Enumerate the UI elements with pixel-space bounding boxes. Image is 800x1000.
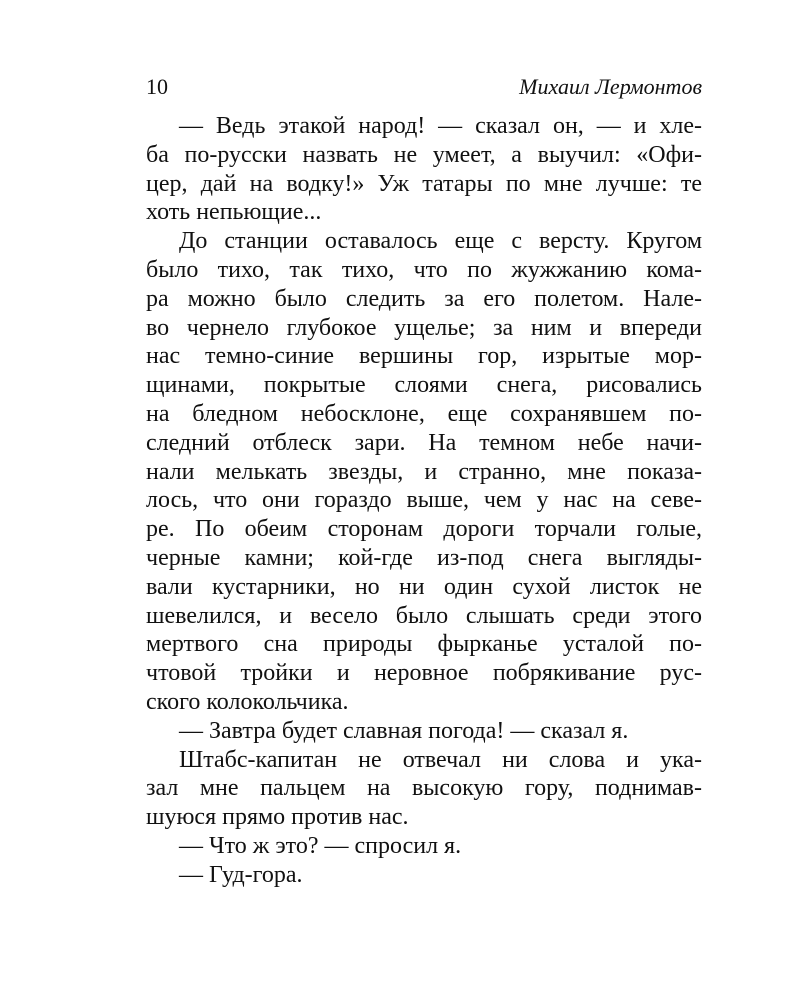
paragraph (146, 717, 702, 746)
text-line: ре. По обеим сторонам дороги торчали голые, (146, 516, 702, 543)
text-line: нали мелькать звезды, и странно, мне показа- (146, 458, 702, 485)
text-line: чтовой тройки и неровное побрякивание рус- (146, 660, 702, 687)
book-page (146, 74, 702, 890)
text-line: во чернело глубокое ущелье; за ним и впереди (146, 314, 702, 341)
text-line: цер, дай на водку!» Уж татары по мне лучше: те (146, 170, 702, 197)
paragraph (146, 832, 702, 861)
paragraph (146, 746, 702, 832)
paragraph (146, 861, 702, 890)
text-line: ского колокольчика. (146, 688, 349, 715)
text-line: шевелился, и весело было слышать среди этого (146, 602, 702, 629)
text-line: черные камни; кой-где из-под снега выгляды- (146, 544, 702, 571)
text-line: До станции оставалось еще с версту. Кругом (179, 228, 702, 255)
text-line: нас темно-синие вершины гор, изрытые мор- (146, 343, 702, 370)
text-line: было тихо, так тихо, что по жужжанию кома- (146, 256, 702, 283)
text-line: лось, что они гораздо выше, чем у нас на севе- (146, 487, 702, 514)
text-line: вали кустарники, но ни один сухой листок не (146, 573, 702, 600)
text-line: на бледном небосклоне, еще сохранявшем по- (146, 400, 702, 427)
book-author: Михаил Лермонтов (519, 74, 702, 99)
body-text (146, 112, 702, 890)
paragraph (146, 112, 702, 227)
text-line: шуюся прямо против нас. (146, 804, 409, 831)
text-line: — Гуд-гора. (179, 861, 303, 888)
text-line: ра можно было следить за его полетом. Нале- (146, 285, 702, 312)
text-line: — Ведь этакой народ! — сказал он, — и хле- (179, 113, 702, 139)
running-header (146, 74, 702, 104)
text-line: Штабс-капитан не отвечал ни слова и ука- (179, 746, 702, 773)
text-line: хоть непьющие... (146, 199, 322, 226)
text-line: зал мне пальцем на высокую гору, поднимав- (146, 775, 702, 802)
text-line: щинами, покрытые слоями снега, рисовались (146, 372, 702, 399)
text-line: — Что ж это? — спросил я. (179, 832, 462, 859)
text-line: следний отблеск зари. На темном небе начи- (146, 429, 702, 456)
text-line: мертвого сна природы фырканье усталой по- (146, 631, 702, 658)
text-line: — Завтра будет славная погода! — сказал я. (179, 717, 629, 744)
text-line: ба по-русски назвать не умеет, а выучил: «Офи- (146, 141, 702, 168)
page-number: 10 (146, 74, 168, 99)
paragraph (146, 227, 702, 717)
